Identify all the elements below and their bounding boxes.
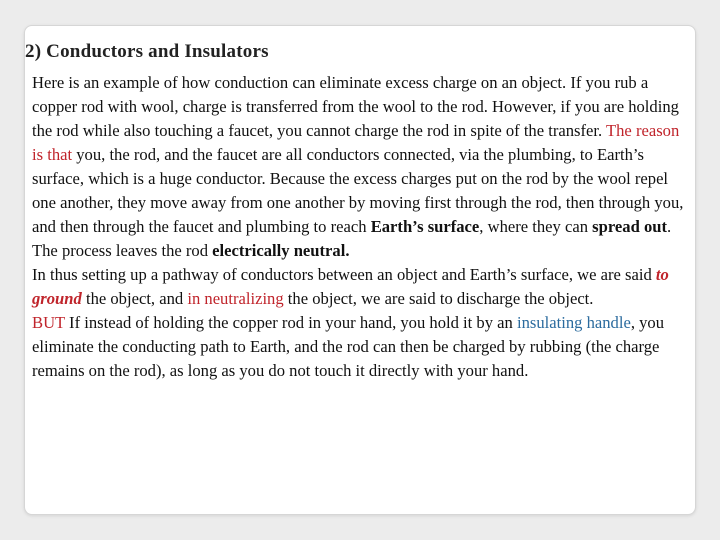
p2-text-c: the object, we are said to discharge the object. [283,289,594,308]
paragraph-insulating [32,311,687,383]
p2-text-a: In thus setting up a pathway of conductors between an object and Earth’s surface, we are said [32,265,656,284]
paragraph-grounding [32,263,687,311]
p1-text-a: Here is an example of how conduction can eliminate excess charge on an object. If you rub a copper rod with wool, charge is transferred from the wool to the rod. However, if you are holding the rod while also touching a faucet, you cannot charge the rod in spite of the transfer. [32,73,679,140]
spread-out-term: spread out [592,217,668,236]
earth-surface-term: Earth’s surface [370,217,480,236]
slide-title: 2) Conductors and Insulators [25,41,269,62]
p2-text-b: the object, and [81,289,188,308]
p3-text-a: If instead of holding the copper rod in your hand, you hold it by an [64,313,517,332]
p1-text-b: you, the rod, and the faucet are all conductors connected, via the plumbing, to Earth’s surface, which is a huge conductor. Because the excess charges put on the rod by the wool repel one another, they move away from one another by moving first through the rod, then through you, and then through the faucet and plumbing to reach [32,145,684,236]
electrically-neutral-term: electrically neutral. [212,241,350,260]
p1-text-c: , where they can [479,217,593,236]
but-keyword: BUT [32,313,65,332]
p1-text-d: . The process leaves the rod [32,217,672,260]
to-ground-term: to ground [32,265,669,308]
slide-body [32,71,687,383]
p3-text-b: , you eliminate the conducting path to Earth, and the rod can then be charged by rubbing (the charge remains on the rod), as long as you do not touch it directly with your hand. [32,313,665,380]
neutralizing-term: in neutralizing [187,289,284,308]
reason-phrase: The reason is that [32,121,680,164]
insulating-handle-term: insulating handle [516,313,631,332]
paragraph-conduction [32,71,687,263]
